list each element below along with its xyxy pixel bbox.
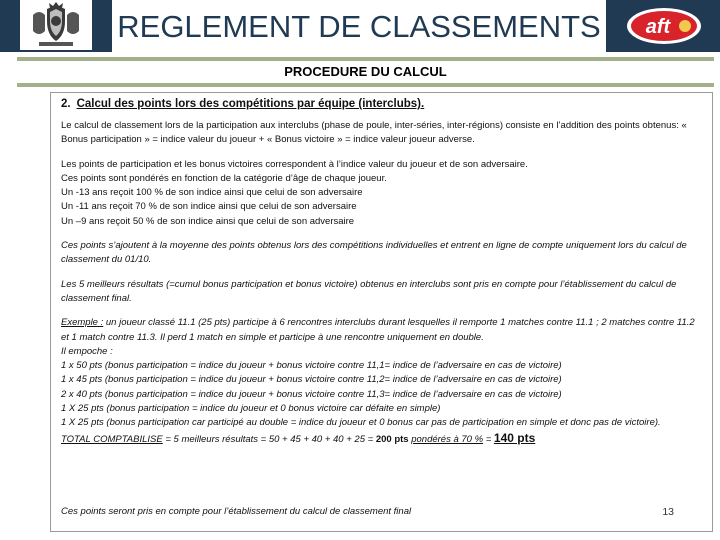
heading-number: 2. [61, 98, 71, 110]
weights-line: Les points de participation et les bonus victoires correspondent à l’indice valeur du joueur et de son adversaire. [61, 158, 528, 170]
total-final: 140 pts [493, 430, 536, 445]
aft-logo [625, 6, 703, 46]
paragraph-best-five: Les 5 meilleurs résultats (=cumul bonus participation et bonus victoire) obtenus en interclubs sont pris en compte pour l’établissement du calcul de classement final. [61, 278, 677, 304]
total-line [61, 431, 704, 447]
example-block [61, 316, 704, 447]
example-text: un joueur classé 11.1 (25 pts) participe à 6 rencontres interclubs durant lesquelles il remporte 1 matches contre 11.1 ; 2 matches contre 11.2 et 1 match contre 11.3. Il perd 1 match en simple et participe à une rencontre uniquement en double. [61, 317, 695, 343]
example-line: 1 x 45 pts (bonus participation = indice du joueur + bonus victoire contre 11,2= indice de l’adversaire en cas de victoire) [61, 374, 562, 386]
paragraph-weights [61, 158, 704, 229]
example-line: 2 x 40 pts (bonus participation = indice du joueur + bonus victoire contre 11,3= indice de l’adversaire en cas de victoire) [61, 388, 562, 400]
page-title: REGLEMENT DE CLASSEMENTS [112, 0, 606, 52]
total-equals: = [483, 433, 494, 445]
paragraph-average: Ces points s’ajoutent à la moyenne des points obtenus lors des compétitions individuelles et entrent en ligne de compte uniquement lors du calcul de classement du 01/10. [61, 240, 687, 266]
paragraph-intro: Le calcul de classement lors de la participation aux interclubs (phase de poule, inter-séries, inter-régions) consiste en l’addition des points obtenus: « Bonus participation » = indice valeur du joueur + « Bonus victoire » = indice valeur joueur adverse. [61, 120, 687, 146]
total-label: TOTAL COMPTABILISE [61, 433, 163, 445]
example-line: 1 x 50 pts (bonus participation = indice du joueur + bonus victoire contre 11,1= indice de l’adversaire en cas de victoire) [61, 360, 562, 372]
section-heading [61, 97, 704, 111]
footer-note: Ces points seront pris en compte pour l’établissement du calcul de classement final [61, 505, 412, 517]
example-line: 1 X 25 pts (bonus participation = indice du joueur et 0 bonus victoire car défaite en simple) [61, 403, 441, 415]
weights-line: Ces points sont pondérés en fonction de la catégorie d’âge de chaque joueur. [61, 172, 387, 184]
total-points: 200 pts [375, 433, 409, 445]
svg-text:aft: aft [645, 16, 671, 38]
header-bar [0, 0, 720, 52]
heading-text: Calcul des points lors des compétitions par équipe (interclubs). [76, 98, 425, 110]
subheader-band [17, 57, 714, 87]
example-line: Il empoche : [61, 345, 113, 357]
crest-logo [20, 0, 92, 50]
total-mid: = 5 meilleurs résultats = 50 + 45 + 40 + 40 + 25 = [162, 433, 376, 445]
page-number: 13 [662, 505, 674, 518]
total-weighted-label: pondérés à 70 % [411, 433, 484, 445]
weights-line: Un -11 ans reçoit 70 % de son indice ainsi que celui de son adversaire [61, 201, 357, 213]
weights-line: Un -13 ans reçoit 100 % de son indice ainsi que celui de son adversaire [61, 187, 363, 199]
example-label: Exemple : [61, 317, 104, 329]
weights-line: Un –9 ans reçoit 50 % de son indice ainsi que celui de son adversaire [61, 215, 355, 227]
section-title: PROCEDURE DU CALCUL [17, 61, 714, 83]
content-box [50, 92, 713, 532]
example-line: 1 X 25 pts (bonus participation car participé au double = indice du joueur et 0 bonus car pas de participation en simple et donc pas de victoire). [61, 417, 661, 429]
